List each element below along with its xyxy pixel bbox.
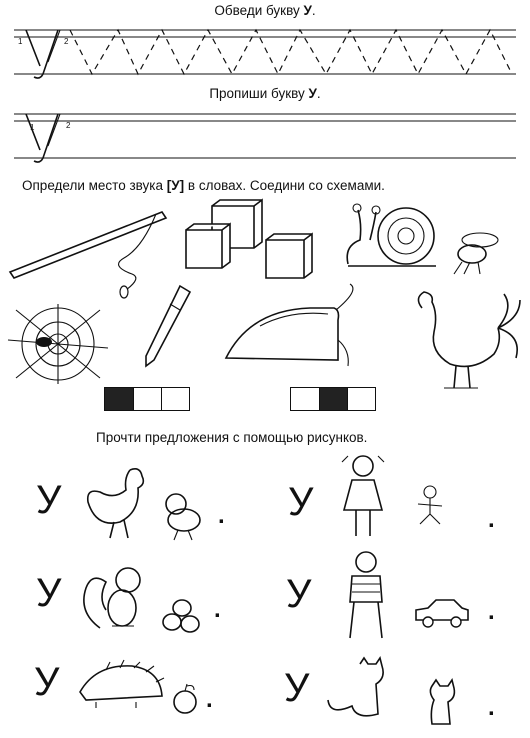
rooster-icon — [404, 288, 524, 398]
scheme-cell-filled — [319, 388, 347, 410]
boy-icon — [340, 550, 392, 644]
scheme-cell-filled — [105, 388, 133, 410]
sentence-5-end: . — [206, 686, 213, 713]
sentence-3-end: . — [214, 596, 221, 623]
write-row-2 — [0, 108, 530, 168]
cat-icon — [326, 656, 396, 726]
sentence-5-letter: У — [34, 660, 60, 704]
sentence-1-end: . — [218, 502, 225, 529]
sentence-6-letter: У — [284, 666, 310, 710]
write-letter-heading: Пропиши букву У. — [209, 86, 321, 101]
sound-scheme-2 — [290, 387, 376, 411]
girl-icon — [338, 452, 388, 540]
squirrel-icon — [78, 558, 148, 638]
toy-car-icon — [412, 596, 472, 630]
sentence-1-letter: У — [36, 478, 62, 522]
sentence-4-letter: У — [286, 572, 312, 616]
sound-scheme-1 — [104, 387, 190, 411]
trace-letter-heading: Обведи букву У. — [214, 3, 316, 18]
scheme-cell-empty — [161, 388, 189, 410]
spider-web-icon — [8, 304, 108, 384]
trace-row-1 — [0, 24, 530, 84]
sentence-6-end: . — [488, 694, 495, 721]
scheme-cell-empty — [133, 388, 161, 410]
chick-icon — [160, 490, 206, 542]
stroke-number-1b: 1 — [30, 123, 35, 132]
sentence-4-end: . — [488, 598, 495, 625]
nuts-icon — [160, 596, 204, 636]
stroke-number-2b: 2 — [66, 121, 71, 130]
stroke-number-1: 1 — [18, 37, 23, 46]
hen-icon — [80, 462, 150, 542]
doll-icon — [410, 484, 450, 528]
pen-icon — [140, 282, 200, 372]
sentence-2-letter: У — [288, 480, 314, 524]
snail-icon — [340, 194, 440, 274]
scheme-cell-empty — [347, 388, 375, 410]
sentence-2-end: . — [488, 506, 495, 533]
stroke-number-2: 2 — [64, 37, 69, 46]
cubes-icon — [182, 200, 332, 280]
apple-icon — [170, 682, 200, 716]
sound-task-heading: Определи место звука [У] в словах. Соедини со схемами. — [22, 178, 385, 193]
iron-icon — [220, 280, 370, 370]
sentence-3-letter: У — [36, 571, 62, 615]
hedgehog-icon — [76, 660, 166, 710]
read-sentences-heading: Прочти предложения с помощью рисунков. — [96, 430, 368, 445]
scheme-cell-empty — [291, 388, 319, 410]
kitten-icon — [424, 680, 464, 730]
fly-icon — [448, 226, 508, 276]
